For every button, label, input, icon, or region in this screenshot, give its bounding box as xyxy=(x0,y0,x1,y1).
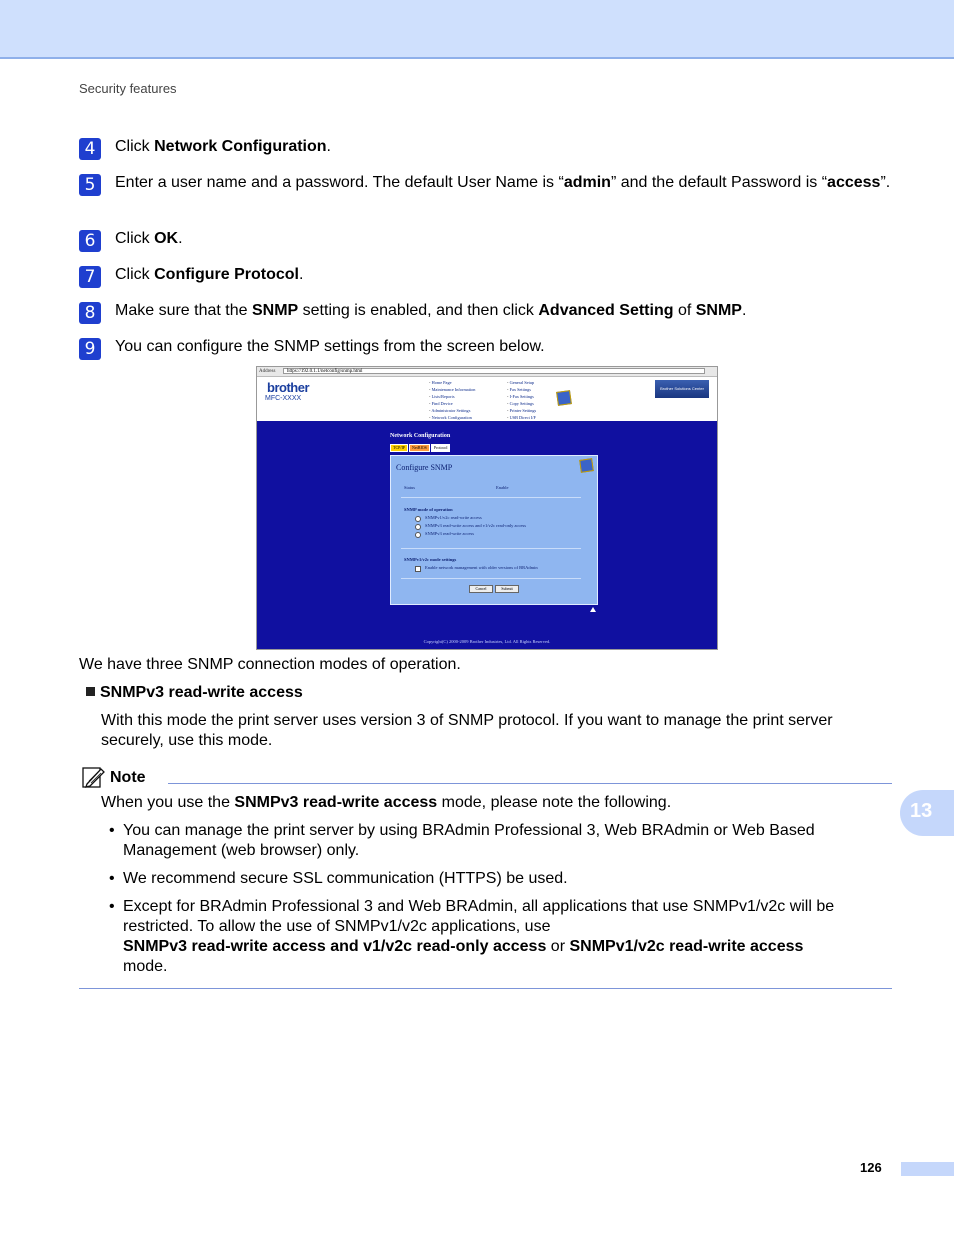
note-bullet: • You can manage the print server by using BRAdmin Professional 3, Web BRAdmin or Web Based Management (web browser) only. xyxy=(109,822,815,859)
v1-option: Enable network management with older versions of BRAdmin xyxy=(425,565,538,570)
scroll-top-icon[interactable] xyxy=(590,607,596,612)
solutions-center-button[interactable]: Brother Solutions Center xyxy=(655,380,709,398)
web-header xyxy=(257,377,717,421)
status-value: Enable xyxy=(496,485,509,490)
copyright: Copyright(C) 2000-2009 Brother Industries, Ltd. All Rights Reserved. xyxy=(423,639,551,644)
brother-logo: brother xyxy=(267,380,309,395)
page-bar xyxy=(901,1162,954,1176)
nav-link[interactable]: • Administrator Settings xyxy=(429,407,475,414)
bottom-rule xyxy=(79,988,892,989)
top-band xyxy=(0,0,954,59)
nav-link[interactable]: • Copy Settings xyxy=(507,400,536,407)
divider xyxy=(401,548,581,549)
submit-button[interactable]: Submit xyxy=(495,585,519,593)
page-number: 126 xyxy=(860,1160,882,1175)
step-7: 7 Click Configure Protocol. xyxy=(79,265,891,285)
mode-option: SNMPv3 read-write access and v1/v2c read-only access xyxy=(425,523,526,528)
nav-right xyxy=(507,379,536,421)
mode-option: SNMPv1/v2c read-write access xyxy=(425,515,482,520)
chapter-tab xyxy=(900,790,954,836)
radio-mode-3[interactable] xyxy=(415,532,421,538)
snmp-config-screenshot xyxy=(256,366,718,650)
nav-link[interactable]: • Fax Settings xyxy=(507,386,536,393)
divider xyxy=(401,497,581,498)
mode-description: With this mode the print server uses version 3 of SNMP protocol. If you want to manage the print server securely, use this mode. xyxy=(101,712,833,749)
square-bullet-icon xyxy=(86,687,95,696)
step-number: 6 xyxy=(79,230,101,252)
nav-link[interactable]: • Home Page xyxy=(429,379,475,386)
enable-bradmin-checkbox[interactable] xyxy=(415,566,421,572)
v1-heading: SNMPv1/v2c mode settings xyxy=(404,557,457,562)
running-head: Security features xyxy=(79,81,177,96)
model-name: MFC-XXXX xyxy=(265,395,302,402)
step-number: 9 xyxy=(79,338,101,360)
step-4: 4 Click Network Configuration. xyxy=(79,137,891,157)
mode-option: SNMPv3 read-write access xyxy=(425,531,474,536)
nav-link[interactable]: • Maintenance Information xyxy=(429,386,475,393)
address-bar: Address https://192.0.1.1/netconfig/snmp.html xyxy=(257,367,717,377)
divider xyxy=(401,578,581,579)
help-icon[interactable] xyxy=(556,390,572,406)
nav-link[interactable]: • Printer Settings xyxy=(507,407,536,414)
note-label: Note xyxy=(110,769,146,786)
step-6: 6 Click OK. xyxy=(79,229,891,249)
bullet-dot-icon: • xyxy=(109,898,115,915)
panel-title: Configure SNMP xyxy=(396,463,453,472)
nav-link[interactable]: • Network Configuration xyxy=(429,414,475,421)
note-rule xyxy=(168,783,892,784)
bullet-dot-icon: • xyxy=(109,822,115,839)
tab-protocol[interactable]: Protocol xyxy=(431,444,451,452)
step-number: 7 xyxy=(79,266,101,288)
cancel-button[interactable]: Cancel xyxy=(469,585,493,593)
nav-link[interactable]: • Find Device xyxy=(429,400,475,407)
step-8: 8 Make sure that the SNMP setting is enabled, and then click Advanced Setting of SNMP. xyxy=(79,301,891,321)
note-header xyxy=(82,765,892,789)
step-number: 8 xyxy=(79,302,101,324)
step-number: 5 xyxy=(79,174,101,196)
help-icon[interactable] xyxy=(579,458,594,473)
intro-text: We have three SNMP connection modes of operation. xyxy=(79,656,461,673)
tab-netbios[interactable]: NetBIOS xyxy=(409,444,430,452)
step-9: 9 You can configure the SNMP settings from the screen below. xyxy=(79,337,891,357)
note-bullet: • We recommend secure SSL communication (HTTPS) be used. xyxy=(109,870,568,887)
radio-mode-2[interactable] xyxy=(415,524,421,530)
note-lead: When you use the SNMPv3 read-write access mode, please note the following. xyxy=(101,794,672,811)
section-title: Network Configuration xyxy=(390,433,451,439)
nav-left xyxy=(429,379,475,421)
radio-mode-1[interactable] xyxy=(415,516,421,522)
chapter-number: 13 xyxy=(910,800,933,822)
step-number: 4 xyxy=(79,138,101,160)
url-field[interactable]: https://192.0.1.1/netconfig/snmp.html xyxy=(283,368,705,374)
config-tabs xyxy=(390,444,451,452)
nav-link[interactable]: • General Setup xyxy=(507,379,536,386)
nav-link[interactable]: • Lists/Reports xyxy=(429,393,475,400)
mode-item: SNMPv3 read-write access xyxy=(86,683,303,703)
note-bullet: • Except for BRAdmin Professional 3 and Web BRAdmin, all applications that use SNMPv1/v2c will be restricted. To allow the use of SNMPv1/v2c applications, use SNMPv3 read-write access and v1/v2c read-only access or SNMPv1/v2c read-write access mode. xyxy=(109,898,835,975)
tab-tcpip[interactable]: TCP/IP xyxy=(390,444,408,452)
snmp-panel xyxy=(390,455,598,605)
nav-link[interactable]: • USB Direct I/F xyxy=(507,414,536,421)
mode-heading: SNMP mode of operation xyxy=(404,507,453,512)
step-5: 5 Enter a user name and a password. The default User Name is “admin” and the default Password is “access”. xyxy=(79,173,891,193)
nav-link[interactable]: • I-Fax Settings xyxy=(507,393,536,400)
status-label: Status xyxy=(404,485,416,490)
bullet-dot-icon: • xyxy=(109,870,115,887)
note-pencil-icon xyxy=(82,765,106,789)
